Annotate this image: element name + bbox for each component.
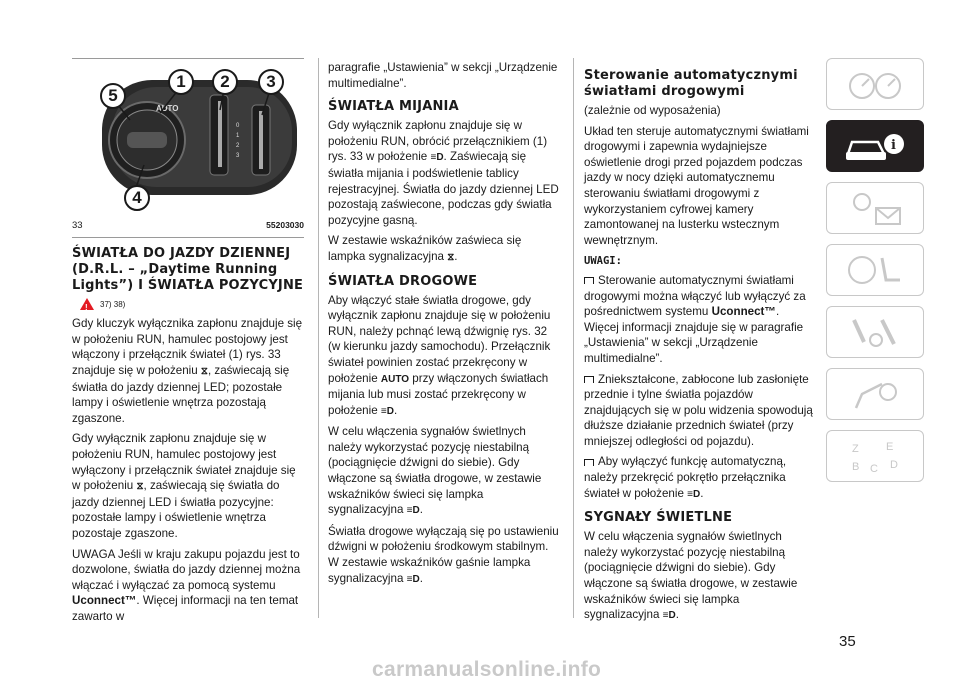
column-3 [584, 60, 816, 629]
paragraph-low-beam-1: Gdy wyłącznik zapłonu znajduje się w położeniu RUN, obrócić przełącznikiem (1) rys. 33 w położenie ≡D. Zaświecają się światła mijania i podświetlenie tablicy rejestracyjnej. Światła do jazdy dziennej LED pozostają zaświecone, podczas gdy światła pozycyjne gasną. [328, 119, 559, 227]
svg-text:D: D [890, 459, 898, 471]
chapter-tab-tools[interactable] [826, 306, 924, 358]
warning-triangle-icon [80, 298, 94, 310]
note-3: Aby wyłączyć funkcję automatyczną, należy przekręcić pokrętło przełącznika świateł w położenie ≡D. [584, 454, 816, 502]
figure-light-switch [72, 65, 304, 215]
warning-ref-numbers: 37) 38) [100, 299, 126, 309]
heading-high-beam: ŚWIATŁA DROGOWE [328, 273, 478, 289]
figure-caption [72, 218, 304, 238]
auto-label: AUTO [380, 373, 410, 385]
low-beam-icon: ≡D [430, 152, 444, 164]
warning-light-icon [842, 188, 908, 228]
callout-1: 1 [168, 69, 194, 95]
notes-label: UWAGI: [584, 255, 622, 268]
wheel-mark-3: 3 [236, 153, 240, 159]
figure-code: 55203030 [266, 220, 304, 230]
note-bullet-icon [584, 459, 594, 466]
paragraph-low-beam-2: W zestawie wskaźników zaświeca się lampka sygnalizacyjna ⧖. [328, 233, 560, 265]
seat-icon [842, 250, 908, 290]
note-1: Sterowanie automatycznymi światłami drogowymi można włączyć lub wyłączyć za pośrednictwem systemu Uconnect™. Więcej informacji znajduje się w paragrafie „Ustawienia” w sekcji „Urządzenie multimedialne”. [584, 273, 806, 365]
high-beam-icon: ≡D [406, 505, 420, 517]
column-2 [328, 60, 560, 592]
paragraph-auto-high-beam: Układ ten steruje automatycznymi światłami drogowymi i zapewnia wydajniejsze oświetlenie drogi przed pojazdem podczas jazdy w nocy dzięki automatycznemu sterowaniu światłami drogowymi z wykorzystaniem cyfrowej kamery zamontowanej na lusterku wstecznym wewnętrznym. [584, 124, 809, 247]
note-2: Zniekształcone, zabłocone lub zasłonięte przednie i tylne światła pojazdów znajdujących się w polu widzenia spowodują dłuższe działanie przednich świateł (przy mniejszej odległości od pojazdu). [584, 372, 813, 448]
paragraph-drl-1: Gdy kluczyk wyłącznika zapłonu znajduje się w położeniu RUN, hamulec postojowy jest włączony i przełącznik świateł (1) rys. 33 znajduje się w położeniu ⧖, zaświecają się światła do jazdy dziennej LED; pozostałe lampy i oświetlenie wnętrza pozostają zgaszone. [72, 317, 303, 425]
high-beam-icon: ≡D [662, 610, 676, 622]
paragraph-drl-2: Gdy wyłącznik zapłonu znajduje się w położeniu RUN, hamulec postojowy jest wyłączony i przełącznik świateł znajduje się w położeniu ⧖, zaświecają się światła do jazdy dziennej LED i światła pozycyjne: pozostałe lampy i oświetlenie wnętrza pozostaje zgaszone. [72, 432, 296, 540]
paragraph-flash: W celu włączenia sygnałów świetlnych należy wykorzystać pozycję niestabilną (pociągnięcie dźwigni do siebie). Gdy włączone są światła drogowe, w zestawie wskaźników świeci się lampka sygnalizacyjna ≡D. [584, 529, 816, 624]
chapter-tab-car-safety[interactable] [826, 368, 924, 420]
chapter-tab-dashboard[interactable] [826, 58, 924, 110]
car-info-icon [842, 126, 908, 166]
heading-flash: SYGNAŁY ŚWIETLNE [584, 510, 733, 526]
alphabet-index-icon [842, 436, 908, 476]
svg-text:C: C [870, 463, 878, 475]
figure-number: 33 [72, 220, 83, 231]
wheel-mark-0: 0 [236, 123, 240, 129]
svg-text:B: B [852, 461, 860, 473]
chapter-tab-car-info[interactable] [826, 120, 924, 172]
position-light-icon: ⧖ [200, 365, 208, 377]
paragraph-drl-note: UWAGA Jeśli w kraju zakupu pojazdu jest to dozwolone, światła do jazdy dziennej można włączać i wyłączać za pomocą systemu Uconnect™. Więcej informacji na ten temat zawarto w [72, 547, 301, 623]
chapter-tab-seat[interactable] [826, 244, 924, 296]
heading-drl: ŚWIATŁA DO JAZDY DZIENNEJ (D.R.L. – „Daytime Running Lights”) I ŚWIATŁA POZYCYJNE [72, 245, 304, 293]
low-beam-icon: ≡D [687, 488, 701, 500]
note-bullet-icon [584, 376, 594, 383]
column-1 [72, 58, 304, 629]
column-divider-2 [573, 58, 574, 618]
switch-auto-label: AUTO [156, 104, 179, 113]
page-number: 35 [839, 633, 856, 650]
note-bullet-icon [584, 277, 594, 284]
callout-3: 3 [258, 69, 284, 95]
high-beam-icon: ≡D [406, 573, 420, 585]
dashboard-icon [842, 64, 908, 104]
heading-low-beam: ŚWIATŁA MIJANIA [328, 99, 459, 115]
paragraph-continued: paragrafie „Ustawienia” w sekcji „Urządzenie multimedialne”. [328, 61, 558, 90]
callout-4: 4 [124, 185, 150, 211]
wheel-mark-1: 1 [236, 133, 240, 139]
tools-icon [842, 312, 908, 352]
top-rule [72, 58, 304, 59]
low-beam-icon: ≡D [380, 405, 394, 417]
paragraph-high-beam-1: Aby włączyć stałe światła drogowe, gdy wyłącznik zapłonu znajduje się w położeniu RUN, należy pchnąć lewą dźwignię rys. 32 (w kierunku jazdy samochodu). Przełącznik świateł powinien zostać przekręcony w położenie AUTO przy włączonych światłach mijania lub musi zostać przekręcony w położenie ≡D. [328, 293, 560, 420]
svg-text:E: E [886, 441, 894, 453]
svg-text:i: i [891, 138, 896, 153]
wheel-mark-2: 2 [236, 143, 240, 149]
warning-refs [80, 297, 304, 313]
callout-5: 5 [100, 83, 126, 109]
chapter-tab-warning[interactable] [826, 182, 924, 234]
svg-text:Z: Z [852, 443, 859, 455]
heading-auto-high-beam: Sterowanie automatycznymi światłami drogowymi [584, 68, 798, 99]
watermark: carmanualsonline.info [372, 658, 602, 681]
subheading-equipment: (zależnie od wyposażenia) [584, 104, 721, 117]
callout-2: 2 [212, 69, 238, 95]
paragraph-high-beam-3: Światła drogowe wyłączają się po ustawieniu dźwigni w położeniu środkowym stabilnym. W zestawie wskaźników gaśnie lampka sygnalizacyjna ≡D. [328, 524, 560, 587]
column-divider-1 [318, 58, 319, 618]
position-light-icon: ⧖ [136, 481, 144, 493]
paragraph-high-beam-2: W celu włączenia sygnałów świetlnych należy wykorzystać pozycję niestabilną (pociągnięcie dźwigni do siebie). Gdy włączone są światła drogowe, w zestawie wskaźników świeci się lampka sygnalizacyjna ≡D. [328, 424, 560, 519]
car-safety-icon [842, 374, 908, 414]
position-light-icon: ⧖ [447, 251, 455, 263]
chapter-sidebar [826, 58, 926, 492]
chapter-tab-index[interactable] [826, 430, 924, 482]
